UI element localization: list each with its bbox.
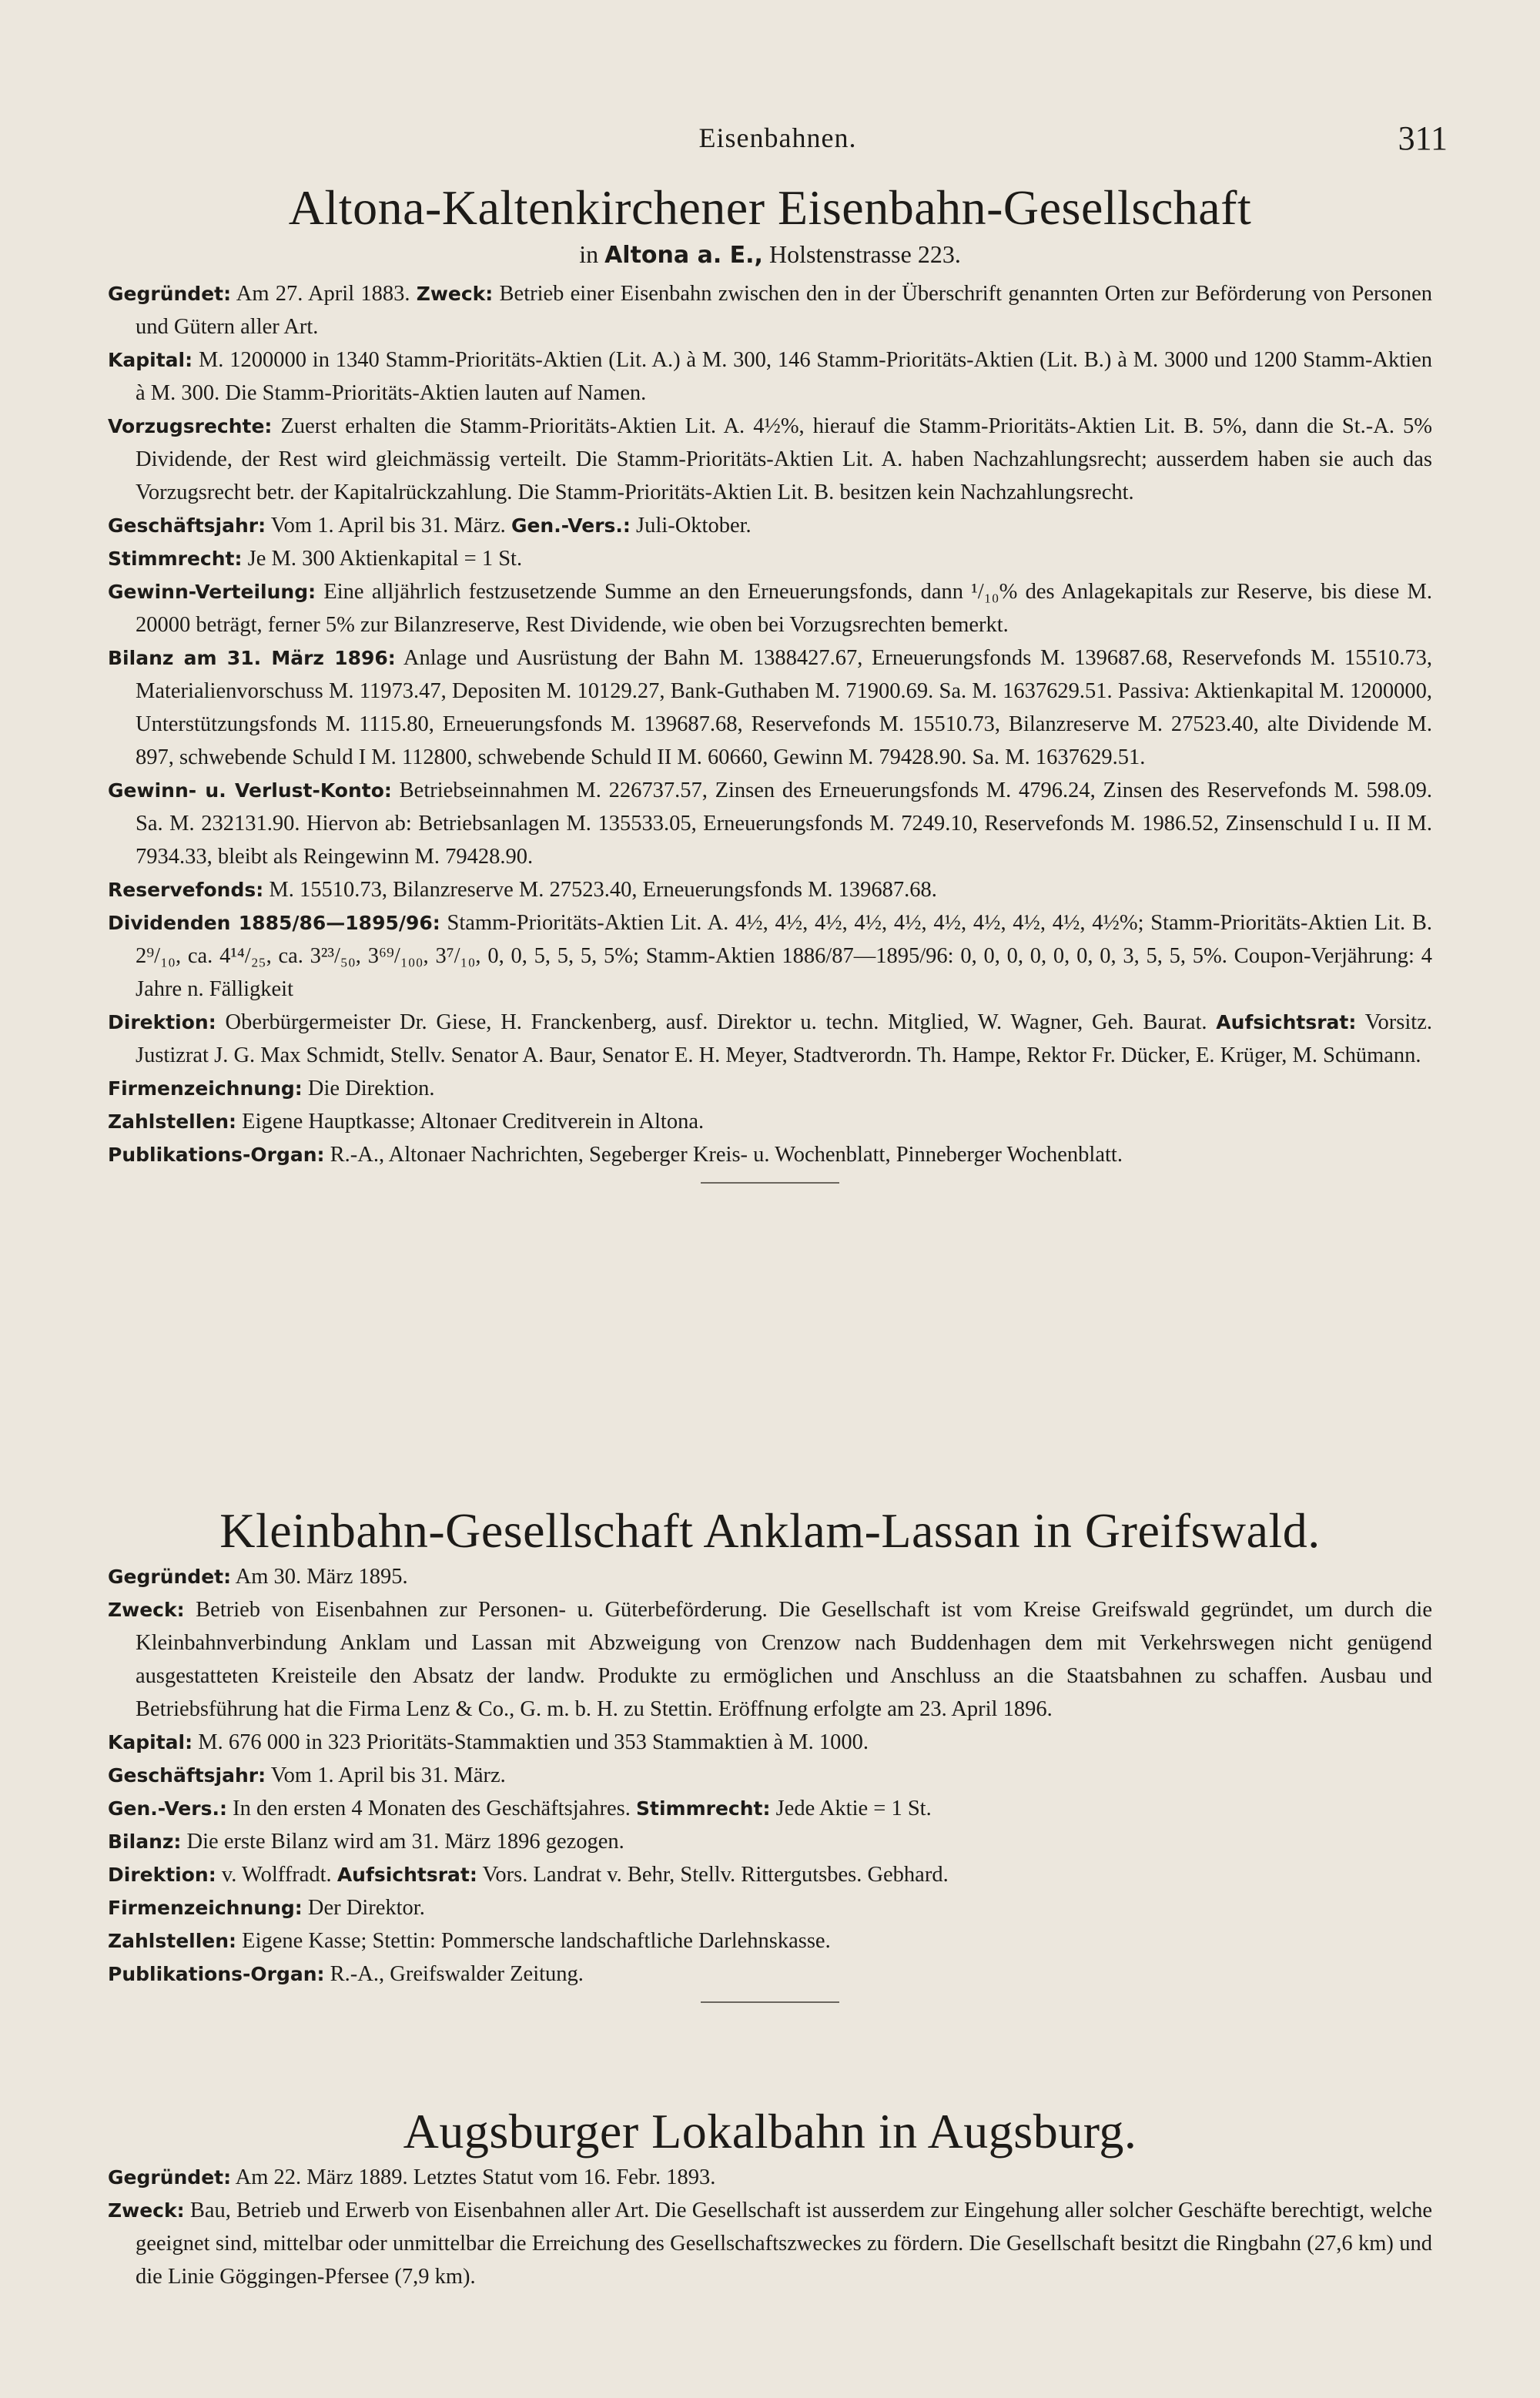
- entry-geschaeftsjahr: [108, 1759, 1432, 1792]
- entry-text-aufsichtsrat: Vorsitz. Justizrat J. G. Max Schmidt, Stellv. Senator A. Baur, Senator E. H. Meyer, Stadtverordn. Th. Hampe, Rektor Fr. Dücker, E. Krüger, M. Schümann.: [136, 1010, 1432, 1067]
- entry-gewinn-verlust: [108, 774, 1432, 873]
- location-street: Holstenstrasse 223.: [768, 240, 961, 268]
- entry-zahlstellen: [108, 1105, 1432, 1138]
- section-augsburger-lokalbahn: [0, 2102, 1540, 2293]
- entry-reservefonds: [108, 873, 1432, 906]
- entry-list: [108, 1560, 1432, 1991]
- entry-label: Kapital:: [108, 1731, 193, 1753]
- entry-text: R.-A., Greifswalder Zeitung.: [330, 1962, 584, 1986]
- entry-label: Reservefonds:: [108, 879, 264, 901]
- entry-label: Publikations-Organ:: [108, 1144, 325, 1166]
- entry-gewinn-verteilung: [108, 575, 1432, 641]
- entry-label: Direktion:: [108, 1864, 216, 1886]
- entry-text: Betrieb von Eisenbahnen zur Personen- u. Güterbeförderung. Die Gesellschaft ist vom Kreise Greifswald gegründet, um durch die Kleinbahnverbindung Anklam und Lassan mit Abzweigung von Crenzow nach Buddenhagen dem mit Verkehrswegen nicht genügend ausgestatteten Kreisteile den Absatz der landw. Produkte zu ermöglichen und Anschluss an die Staatsbahnen zu schaffen. Ausbau und Betriebsführung hat die Firma Lenz & Co., G. m. b. H. zu Stettin. Eröffnung erfolgte am 23. April 1896.: [136, 1598, 1433, 1721]
- entry-text: Die erste Bilanz wird am 31. März 1896 gezogen.: [186, 1830, 624, 1854]
- entry-text: Eine alljährlich festzusetzende Summe an den Erneuerungsfonds, dann ¹/₁₀% des Anlagekapitals zur Reserve, bis diese M. 20000 beträgt, ferner 5% zur Bilanzreserve, Rest Dividende, wie oben bei Vorzugsrechten bemerkt.: [136, 580, 1433, 637]
- entry-label: Bilanz am 31. März 1896:: [108, 647, 396, 669]
- entry-firmenzeichnung: [108, 1072, 1432, 1105]
- entry-label: Bilanz:: [108, 1830, 182, 1853]
- section-heading: Altona-Kaltenkirchener Eisenbahn-Gesellschaft: [288, 180, 1252, 235]
- entry-text: In den ersten 4 Monaten des Geschäftsjahres.: [233, 1797, 637, 1820]
- entry-dividenden: [108, 906, 1432, 1006]
- entry-text: Vom 1. April bis 31. März.: [270, 1763, 506, 1787]
- entry-text: Am 30. März 1895.: [235, 1565, 408, 1589]
- entry-label: Publikations-Organ:: [108, 1963, 325, 1985]
- entry-label: Dividenden 1885/86—1895/96:: [108, 912, 440, 934]
- entry-kapital: [108, 343, 1432, 410]
- section-kleinbahn-anklam-lassan: [0, 1502, 1540, 2017]
- entry-label-zweck: Zweck:: [416, 283, 494, 305]
- entry-label: Gegründet:: [108, 283, 232, 305]
- running-head: [108, 116, 1448, 162]
- entry-text: Stamm-Prioritäts-Aktien Lit. A. 4½, 4½, 4½, 4½, 4½, 4½, 4½, 4½, 4½, 4½%; Stamm-Prioritäts-Aktien Lit. B. 2⁹/₁₀, ca. 4¹⁴/₂₅, ca. 3²³/₅₀, 3⁶⁹/₁₀₀, 3⁷/₁₀, 0, 0, 5, 5, 5, 5%; Stamm-Aktien 1886/87—1895/96: 0, 0, 0, 0, 0, 0, 0, 3, 5, 5, 5%. Coupon-Verjährung: 4 Jahre n. Fälligkeit: [136, 911, 1432, 1001]
- entry-text: Eigene Kasse; Stettin: Pommersche landschaftliche Darlehnskasse.: [242, 1929, 831, 1953]
- entry-firmenzeichnung: [108, 1891, 1432, 1924]
- entry-text: Oberbürgermeister Dr. Giese, H. Franckenberg, ausf. Direktor u. techn. Mitglied, W. Wagner, Geh. Baurat.: [225, 1010, 1217, 1034]
- entry-label: Firmenzeichnung:: [108, 1897, 303, 1919]
- entry-label: Zweck:: [108, 1599, 185, 1621]
- entry-text: Anlage und Ausrüstung der Bahn M. 1388427.67, Erneuerungsfonds M. 139687.68, Reservefonds M. 15510.73, Materialienvorschuss M. 11973.47, Depositen M. 10129.27, Bank-Guthaben M. 71900.69. Sa. M. 1637629.51. Passiva: Aktienkapital M. 1200000, Unterstützungsfonds M. 1115.80, Erneuerungsfonds M. 139687.68, Reservefonds M. 15510.73, Bilanzreserve M. 27523.40, alte Dividende M. 897, schwebende Schuld I M. 112800, schwebende Schuld II M. 60660, Gewinn M. 79428.90. Sa. M. 1637629.51.: [136, 646, 1432, 769]
- entry-label: Firmenzeichnung:: [108, 1077, 303, 1100]
- section-divider: [701, 1182, 839, 1184]
- entry-label: Zahlstellen:: [108, 1930, 237, 1952]
- section-heading: Augsburger Lokalbahn in Augsburg.: [403, 2104, 1137, 2159]
- entry-label-gen-vers: Gen.-Vers.:: [511, 514, 631, 537]
- entry-label: Vorzugsrechte:: [108, 415, 273, 437]
- entry-label: Gegründet:: [108, 1566, 232, 1588]
- entry-publikations-organ: [108, 1138, 1432, 1171]
- entry-gegruendet: [108, 277, 1432, 343]
- entry-text: Am 22. März 1889. Letztes Statut vom 16. Febr. 1893.: [235, 2165, 716, 2189]
- section-heading: Kleinbahn-Gesellschaft Anklam-Lassan in Greifswald.: [219, 1503, 1321, 1558]
- entry-label: Gewinn-Verteilung:: [108, 581, 316, 603]
- entry-label: Kapital:: [108, 349, 193, 371]
- entry-label: Gegründet:: [108, 2166, 232, 2189]
- entry-label-stimmrecht: Stimmrecht:: [636, 1797, 771, 1820]
- entry-text: Zuerst erhalten die Stamm-Prioritäts-Aktien Lit. A. 4½%, hierauf die Stamm-Prioritäts-Aktien Lit. B. 5%, dann die St.-A. 5% Dividende, der Rest wird gleichmässig verteilt. Die Stamm-Prioritäts-Aktien Lit. A. haben Nachzahlungsrecht; ausserdem haben sie auch das Vorzugsrecht betr. der Kapitalrückzahlung. Die Stamm-Prioritäts-Aktien Lit. B. besitzen kein Nachzahlungsrecht.: [136, 414, 1433, 504]
- entry-label: Gewinn- u. Verlust-Konto:: [108, 779, 392, 802]
- entry-label: Geschäftsjahr:: [108, 1764, 266, 1787]
- entry-text: R.-A., Altonaer Nachrichten, Segeberger Kreis- u. Wochenblatt, Pinneberger Wochenblatt.: [330, 1143, 1123, 1167]
- entry-gen-vers: [108, 1792, 1432, 1825]
- entry-direktion: [108, 1858, 1432, 1891]
- entry-stimmrecht: [108, 542, 1432, 575]
- entry-zahlstellen: [108, 1924, 1432, 1958]
- entry-text: Am 27. April 1883.: [236, 282, 417, 306]
- entry-zweck: [108, 1593, 1432, 1726]
- entry-zweck: [108, 2194, 1432, 2293]
- entry-label: Geschäftsjahr:: [108, 514, 266, 537]
- section-altona-kaltenkirchener: [0, 179, 1540, 1197]
- entry-publikations-organ: [108, 1958, 1432, 1991]
- entry-text-gen-vers: Juli-Oktober.: [636, 514, 752, 538]
- entry-text-stimmrecht: Jede Aktie = 1 St.: [775, 1797, 932, 1820]
- entry-text: Die Direktion.: [307, 1077, 435, 1100]
- entry-text: Eigene Hauptkasse; Altonaer Creditverein in Altona.: [242, 1110, 705, 1134]
- section-location: [0, 237, 1540, 273]
- entry-label-aufsichtsrat: Aufsichtsrat:: [336, 1864, 477, 1886]
- entry-text: M. 676 000 in 323 Prioritäts-Stammaktien und 353 Stammaktien à M. 1000.: [198, 1730, 869, 1754]
- entry-text: Der Direktor.: [307, 1896, 425, 1920]
- section-divider: [701, 2001, 839, 2003]
- entry-list: [108, 2161, 1432, 2293]
- entry-label: Direktion:: [108, 1011, 216, 1033]
- entry-text: Betriebseinnahmen M. 226737.57, Zinsen des Erneuerungsfonds M. 4796.24, Zinsen des Reservefonds M. 598.09. Sa. M. 232131.90. Hiervon ab: Betriebsanlagen M. 135533.05, Erneuerungsfonds M. 7249.10, Reservefonds M. 1986.52, Zinsenschuld I u. II M. 7934.33, bleibt als Reingewinn M. 79428.90.: [136, 779, 1433, 869]
- entry-label-aufsichtsrat: Aufsichtsrat:: [1216, 1011, 1357, 1033]
- entry-direktion: [108, 1006, 1432, 1072]
- entry-text: M. 15510.73, Bilanzreserve M. 27523.40, Erneuerungsfonds M. 139687.68.: [269, 878, 937, 902]
- entry-vorzugsrechte: [108, 410, 1432, 509]
- entry-geschaeftsjahr: [108, 509, 1432, 542]
- entry-label: Stimmrecht:: [108, 548, 243, 570]
- entry-label: Zweck:: [108, 2199, 185, 2222]
- entry-list: [108, 277, 1432, 1171]
- entry-bilanz: [108, 641, 1432, 774]
- entry-gegruendet: [108, 1560, 1432, 1593]
- entry-text: v. Wolffradt.: [221, 1863, 337, 1887]
- entry-text-zweck: Betrieb einer Eisenbahn zwischen den in der Überschrift genannten Orten zur Beförderung von Personen und Gütern aller Art.: [136, 282, 1432, 339]
- entry-text: Je M. 300 Aktienkapital = 1 St.: [247, 547, 523, 571]
- entry-text-aufsichtsrat: Vors. Landrat v. Behr, Stellv. Rittergutsbes. Gebhard.: [482, 1863, 949, 1887]
- entry-text: M. 1200000 in 1340 Stamm-Prioritäts-Aktien (Lit. A.) à M. 300, 146 Stamm-Prioritäts-Aktien (Lit. B.) à M. 3000 und 1200 Stamm-Aktien à M. 300. Die Stamm-Prioritäts-Aktien lauten auf Namen.: [136, 348, 1433, 405]
- entry-text: Bau, Betrieb und Erwerb von Eisenbahnen aller Art. Die Gesellschaft ist ausserdem zur Eingehung aller solcher Geschäfte berechtigt, welche geeignet sind, mittelbar oder unmittelbar die Erreichung des Gesellschaftszweckes zu fördern. Die Gesellschaft besitzt die Ringbahn (27,6 km) und die Linie Göggingen-Pfersee (7,9 km).: [136, 2199, 1433, 2289]
- entry-label: Zahlstellen:: [108, 1110, 237, 1133]
- location-city: Altona a. E.,: [604, 242, 763, 269]
- entry-gegruendet: [108, 2161, 1432, 2194]
- entry-text: Vom 1. April bis 31. März.: [270, 514, 511, 538]
- entry-kapital: [108, 1726, 1432, 1759]
- page-number: 311: [1398, 119, 1448, 157]
- location-prefix: in: [579, 240, 599, 268]
- entry-bilanz: [108, 1825, 1432, 1858]
- entry-label: Gen.-Vers.:: [108, 1797, 227, 1820]
- running-title: Eisenbahnen.: [698, 122, 857, 153]
